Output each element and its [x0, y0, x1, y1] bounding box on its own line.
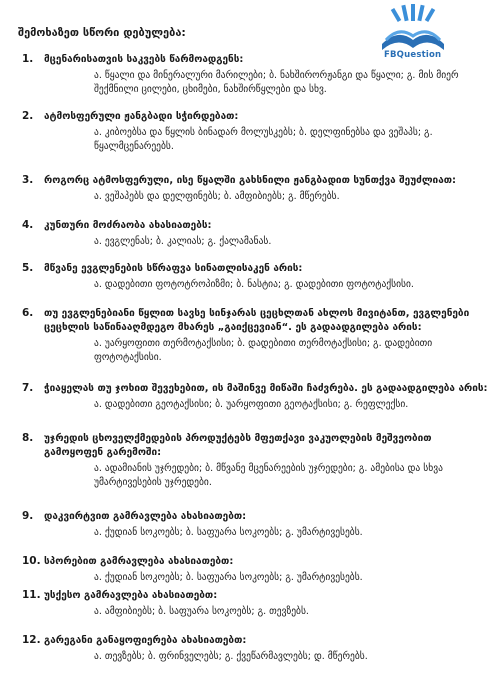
question-text: როგორც ატმოსფერული, ისე წყალში გახსნილი ჟანგბადით სუნთქვა შეუძლიათ:: [44, 175, 457, 186]
question-text: უსქესო გამრავლება ახასიათებთ:: [44, 590, 218, 601]
question-number: 8.: [22, 432, 34, 444]
question-8: [22, 432, 492, 490]
question-text: მწვანე ევგლენების სწრაფვა სინათლისაკენ არის:: [44, 263, 303, 274]
question-text: დაკვირტვით გამრავლება ახასიათებთ:: [44, 511, 247, 522]
answer-options[interactable]: ა. წყალი და მინერალური მარილები; ბ. ნახშირორჟანგი და წყალი; გ. მის მიერ შექმნილი ცილები, ცხიმები, ნახშირწყლები და სხვ.: [94, 70, 459, 95]
answer-options[interactable]: ა. დადებითი ფოტოტროპიზმი; ბ. ნასტია; გ. დადებითი ფოტოტაქსისი.: [94, 279, 414, 290]
answer-options[interactable]: ა. ადამიანის უჯრედები; ბ. მწვანე მცენარეების უჯრედები; გ. ამებისა და სხვა უმარტივესების უჯრედები.: [94, 463, 443, 488]
question-4: [22, 219, 492, 249]
answer-options[interactable]: ა. დადებითი გეოტაქსისი; ბ. უარყოფითი გეოტაქსისი; გ. რეფლექსი.: [94, 399, 409, 410]
answer-options[interactable]: ა. უარყოფითი თერმოტაქსისი; ბ. დადებითი თერმოტაქსისი; გ. დადებითი ფოტოტაქსისი.: [94, 338, 433, 363]
question-6: [22, 307, 492, 365]
question-text: უჯრედის ცხოველქმედების პროდუქტებს მფეთქავი ვაკუოლების მეშვეობით გამოყოფენ გარემოში:: [44, 433, 432, 458]
question-number: 11.: [22, 589, 41, 601]
question-3: [22, 174, 492, 204]
answer-options[interactable]: ა. ქუდიან სოკოებს; ბ. საფუარა სოკოებს; გ. უმარტივესებს.: [94, 527, 363, 538]
question-11: [22, 589, 492, 619]
question-text: მცენარისათვის საკვებს წარმოადგენს:: [44, 54, 244, 65]
page-title: შემოხაზეთ სწორი დებულება:: [18, 26, 186, 39]
answer-options[interactable]: ა. კიბოებსა და წყლის ბინადარ მოლუსკებს; ბ. დელფინებსა და ვეშაპს; გ. წყალმცენარეებს.: [94, 127, 433, 152]
question-9: [22, 510, 492, 540]
question-number: 5.: [22, 262, 34, 274]
answer-options[interactable]: ა. ევგლენას; ბ. კალიას; გ. ქალამანას.: [94, 236, 272, 247]
question-text: კუნთური მოძრაობა ახასიათებს:: [44, 220, 212, 231]
question-1: [22, 53, 492, 97]
question-5: [22, 262, 492, 292]
question-text: სპორებით გამრავლება ახასიათებთ:: [44, 556, 234, 567]
question-10: [22, 555, 492, 585]
logo-text: FBQuestion: [384, 50, 442, 60]
question-2: [22, 110, 492, 154]
answer-options[interactable]: ა. ქუდიან სოკოებს; ბ. საფუარა სოკოებს; გ. უმარტივესებს.: [94, 572, 363, 583]
question-number: 1.: [22, 53, 34, 65]
question-number: 3.: [22, 174, 34, 186]
question-text: ჭიაყელას თუ ჯოხით შევეხებით, ის მაშინვე მიწაში ჩაძვრება. ეს გადაადგილება არის:: [44, 383, 488, 394]
question-number: 9.: [22, 510, 34, 522]
answer-options[interactable]: ა. ამფიბიებს; ბ. საფუარა სოკოებს; გ. თევზებს.: [94, 606, 309, 617]
answer-options[interactable]: ა. ვეშაპებს და დელფინებს; ბ. ამფიბიებს; გ. მწერებს.: [94, 191, 340, 202]
question-number: 4.: [22, 219, 34, 231]
question-text: თუ ევგლენებიანი წყლით სავსე სინჯარას ცეცხლთან ახლოს მივიტანთ, ევგლენები ცეცხლის საწინააღმდეგო მხარეს „გაიქცევიან“. ეს გადაადგილება არის:: [44, 308, 470, 333]
question-number: 2.: [22, 110, 34, 122]
question-number: 10.: [22, 555, 41, 567]
question-number: 7.: [22, 382, 34, 394]
question-text: გარეგანი განაყოფიერება ახასიათებთ:: [44, 635, 247, 646]
question-number: 12.: [22, 634, 41, 646]
question-7: [22, 382, 492, 412]
question-number: 6.: [22, 307, 34, 319]
question-12: [22, 634, 492, 664]
answer-options[interactable]: ა. თევზებს; ბ. ფრინველებს; გ. ქვეწარმავლებს; დ. მწერებს.: [94, 651, 368, 662]
question-text: ატმოსფერული ჟანგბადი სჭირდებათ:: [44, 111, 239, 122]
